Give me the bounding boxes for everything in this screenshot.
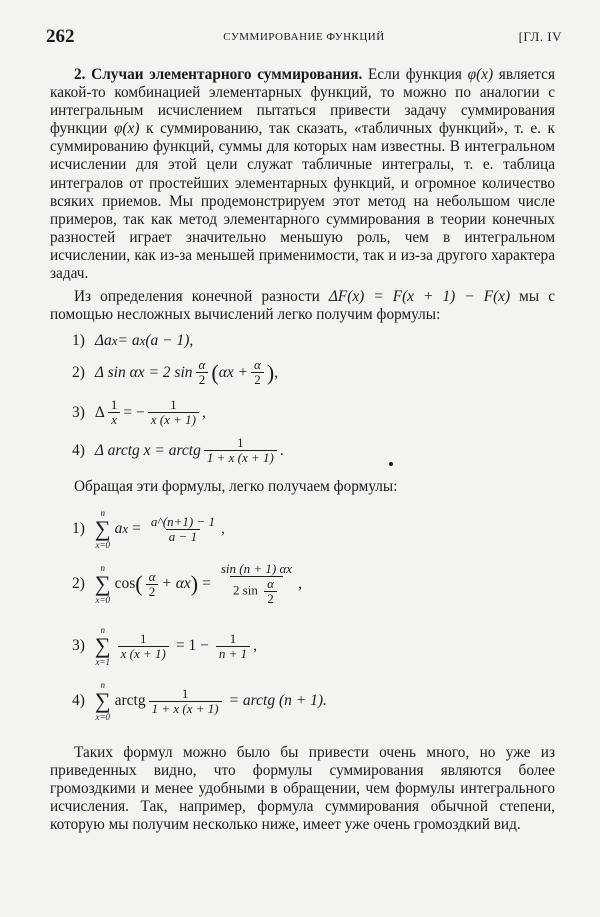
- difference-formula-3: 3) Δ $\frac{1}{x}$ = − $\frac{1}{x (x + 1)}$ ,: [72, 397, 206, 427]
- sigma-symbol: n ∑ x=1: [94, 625, 111, 667]
- ink-speck: [389, 462, 393, 466]
- sum-formula-2: 2) n ∑ x=0 cos ( $\frac{\alpha}{2}$ + αx ) = sin (n + 1) αx 2 sin $\frac{\alpha}{2}$ ,: [72, 561, 302, 606]
- difference-formula-4: 4) Δ arctg x = arctg $\frac{1}{1 + x (x + 1)}$ .: [72, 435, 284, 465]
- paragraph-4: Таких формул можно было бы привести очень много, но уже из приведенных видно, что формулы суммирования являются более громоздкими и менее удобными в обращении, чем формулы интегрального исчисления. Так, например, формула суммирования обычной степени, которую мы получим несколько ниже, имеет уже очень громоздкий вид.: [50, 744, 555, 834]
- difference-formula-2: 2) Δ sin αx = 2 sin $\frac{\alpha}{2}$ ( αx + $\frac{\alpha}{2}$ ) ,: [72, 357, 279, 387]
- paragraph-1: 2. Случаи элементарного суммирования. Если функция φ(x) является какой-то комбинацией элементарных функций, то можно по аналогии с интегральным исчислением пытаться привести задачу суммирования функции φ(x) к суммированию, так сказать, «табличных функций», т. е. к суммированию функций, суммы для которых нам известны. В интегральном исчислении для этой цели служат табличные интегралы, т. е. таблица интегралов от простейших элементарных функций, и огромное количество всяких приемов. Мы продемонстрируем этот метод на небольшом числе примеров, так как метод элементарного суммирования в теории конечных разностей играет значительно меньшую роль, чем в интегральном исчислении, как из-за меньшей применимости, так и из-за другого характера задач.: [50, 66, 555, 283]
- section-title: 2. Случаи элементарного суммирования.: [74, 66, 363, 83]
- sum-formula-3: 3) n ∑ x=1 $\frac{1}{x (x + 1)}$ = 1 − $\frac{1}{n + 1}$ ,: [72, 625, 257, 667]
- chapter-label: [ГЛ. IV: [518, 29, 562, 44]
- sigma-symbol: n ∑ x=0: [94, 508, 111, 550]
- page-number: 262: [46, 26, 75, 47]
- sum-formula-1: 1) n ∑ x=0 a x = $\frac{a\^{}(n+1) - 1}{a - 1}$ ,: [72, 508, 225, 550]
- paragraph-2: Из определения конечной разности ΔF(x) = F(x + 1) − F(x) мы с помощью несложных вычислений легко получим формулы:: [50, 288, 555, 324]
- difference-definition: ΔF(x) = F(x + 1) − F(x): [328, 288, 511, 305]
- difference-formula-1: 1) Δa x = a x (a − 1),: [72, 332, 194, 349]
- running-title: СУММИРОВАНИЕ ФУНКЦИЙ: [223, 31, 385, 43]
- sum-formula-4: 4) n ∑ x=0 arctg $\frac{1}{1 + x (x + 1)}$ = arctg (n + 1).: [72, 680, 327, 722]
- running-header: [46, 26, 562, 50]
- sigma-symbol: n ∑ x=0: [94, 680, 111, 722]
- sigma-symbol: n ∑ x=0: [94, 563, 111, 605]
- paragraph-3: Обращая эти формулы, легко получаем формулы:: [74, 478, 398, 495]
